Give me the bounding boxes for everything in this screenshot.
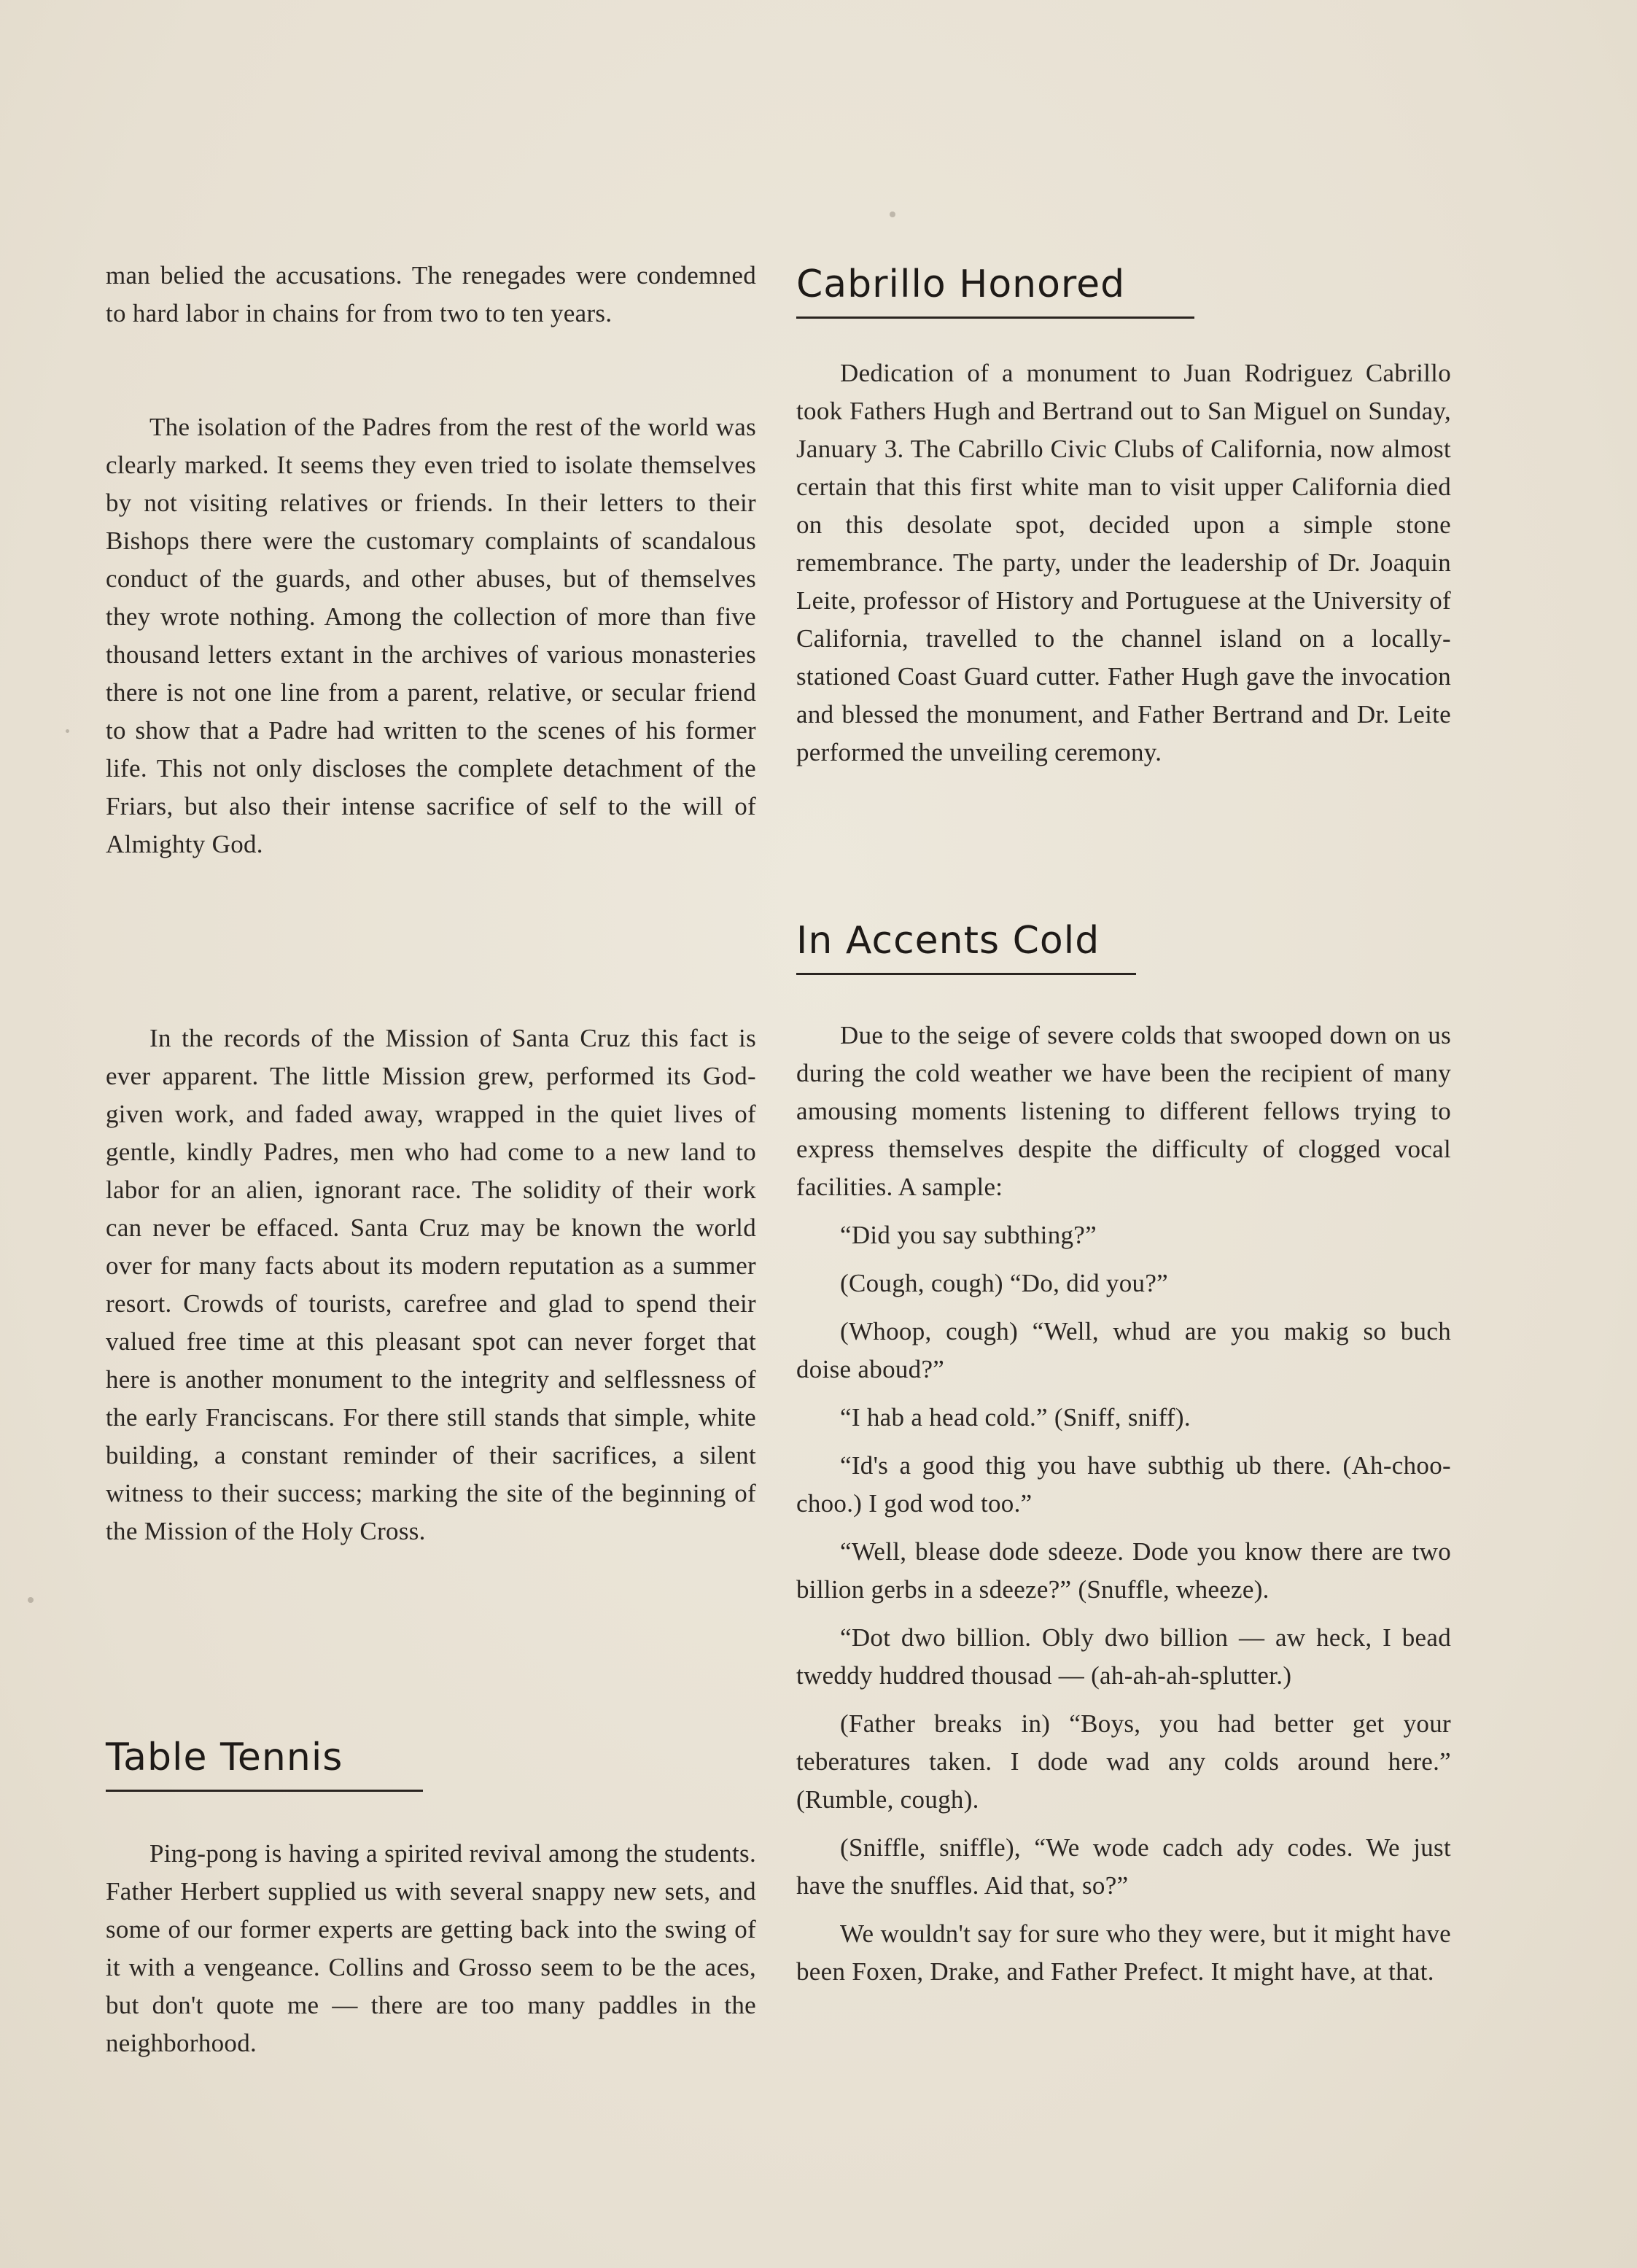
dialog-line: “Dot dwo billion. Obly dwo billion — aw heck, I bead tweddy huddred thousad — (ah-ah-ah-splutter.) (796, 1623, 1451, 1690)
accents-cold-heading: In Accents Cold (796, 919, 1136, 975)
dialog-line: (Father breaks in) “Boys, you had better get your teberatures taken. I dode wad any colds around here.” (Rumble, cough). (796, 1709, 1451, 1814)
isolation-paragraph: The isolation of the Padres from the rest of the world was clearly marked. It seems they even tried to isolate themselves by not visiting relatives or friends. In their letters to their Bishops there were the customary complaints of scandalous conduct of the guards, and other abuses, but of themselves they wrote nothing. Among the collection of more than five thousand letters extant in the archives of various monasteries there is not one line from a parent, relative, or secular friend to show that a Padre had written to the scenes of his former life. This not only discloses the complete detachment of the Friars, but also their intense sacrifice of self to the will of Almighty God. (106, 413, 756, 858)
dialog-line: We wouldn't say for sure who they were, but it might have been Foxen, Drake, and Father Prefect. It might have, at that. (796, 1919, 1451, 1986)
dialog-line: “Id's a good thig you have subthig ub there. (Ah-choo-choo.) I god wod too.” (796, 1451, 1451, 1518)
cabrillo-body: Dedication of a monument to Juan Rodriguez Cabrillo took Fathers Hugh and Bertrand out to San Miguel on Sunday, January 3. The Cabrillo Civic Clubs of California, now almost certain that this first white man to visit upper California died on this desolate spot, decided upon a simple stone remembrance. The party, under the leadership of Dr. Joaquin Leite, professor of History and Portuguese at the University of California, travelled to the channel island on a locally-stationed Coast Guard cutter. Father Hugh gave the invocation and blessed the monument, and Father Bertrand and Dr. Leite performed the unveiling ceremony. (796, 359, 1451, 766)
paper-speck (66, 729, 69, 733)
table-tennis-heading: Table Tennis (106, 1736, 423, 1792)
paper-speck (890, 211, 895, 217)
cabrillo-section (796, 263, 1451, 319)
dialog-line: “Did you say subthing?” (840, 1221, 1097, 1249)
dialog-line: “Well, blease dode sdeeze. Dode you know there are two billion gerbs in a sdeeze?” (Snuffle, wheeze). (796, 1537, 1451, 1604)
dialog-line: (Whoop, cough) “Well, whud are you makig so buch doise aboud?” (796, 1317, 1451, 1383)
dialog-line: (Cough, cough) “Do, did you?” (840, 1269, 1168, 1297)
accents-cold-body (796, 1017, 1451, 1991)
dialog-line: (Sniffle, sniffle), “We wode cadch ady codes. We just have the snuffles. Aid that, so?” (796, 1833, 1451, 1900)
cabrillo-heading: Cabrillo Honored (796, 263, 1194, 319)
accents-intro: Due to the seige of severe colds that swooped down on us during the cold weather we have been the recipient of many amousing moments listening to different fellows trying to express themselves despite the difficulty of clogged vocal facilities. A sample: (796, 1021, 1451, 1201)
continued-paragraph: man belied the accusations. The renegades were condemned to hard labor in chains for from two to ten years. (106, 261, 756, 327)
table-tennis-body: Ping-pong is having a spirited revival among the students. Father Herbert supplied us with several snappy new sets, and some of our former experts are getting back into the swing of it with a vengeance. Collins and Grosso seem to be the aces, but don't quote me — there are too many paddles in the neighborhood. (106, 1839, 756, 2057)
paper-speck (28, 1597, 34, 1603)
accents-cold-section (796, 919, 1451, 975)
dialog-line: “I hab a head cold.” (Sniff, sniff). (840, 1403, 1191, 1432)
santa-cruz-paragraph: In the records of the Mission of Santa Cruz this fact is ever apparent. The little Mission grew, performed its God-given work, and faded away, wrapped in the quiet lives of gentle, kindly Padres, men who had come to a new land to labor for an alien, ignorant race. The solidity of their work can never be effaced. Santa Cruz may be known the world over for many facts about its modern reputation as a summer resort. Crowds of tourists, carefree and glad to spend their valued free time at this pleasant spot can never forget that here is another monument to the integrity and selflessness of the early Franciscans. For there still stands that simple, white building, a constant reminder of their sacrifices, a silent witness to their success; marking the site of the beginning of the Mission of the Holy Cross. (106, 1024, 756, 1545)
table-tennis-section (106, 1736, 756, 1792)
